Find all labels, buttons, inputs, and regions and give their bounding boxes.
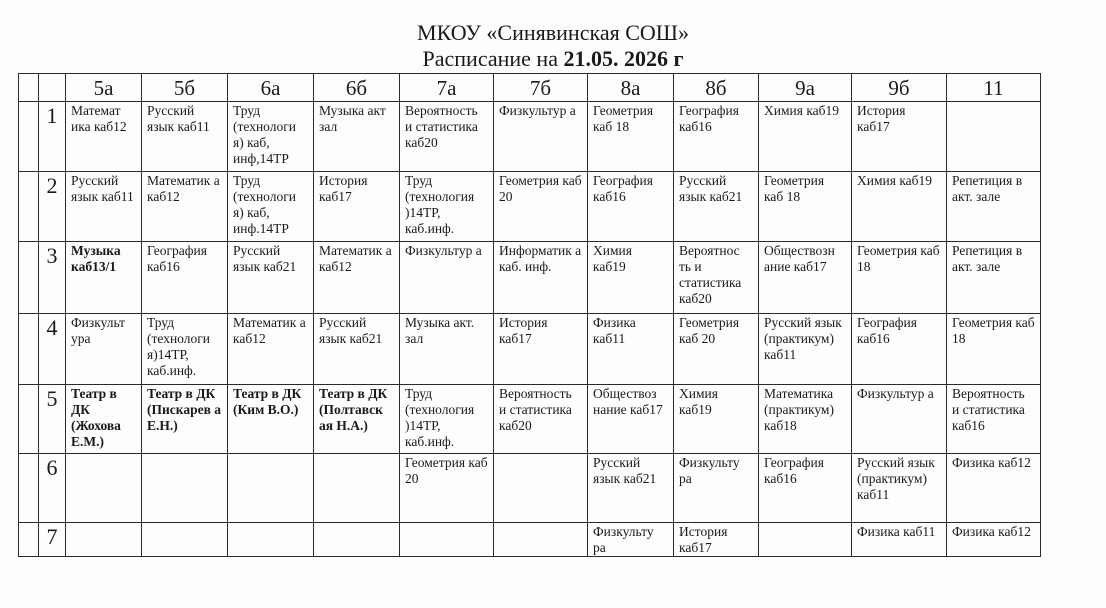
lesson-cell: Труд (технология )14ТР, каб.инф. bbox=[400, 172, 494, 242]
lesson-cell: Математика (практикум) каб18 bbox=[759, 385, 852, 454]
lesson-cell bbox=[142, 454, 228, 523]
lesson-cell: Русский язык каб21 bbox=[314, 314, 400, 385]
lesson-cell: Вероятность и статистика каб20 bbox=[400, 102, 494, 172]
class-header: 9б bbox=[852, 74, 947, 102]
lesson-cell: Вероятнос ть и статистика каб20 bbox=[674, 242, 759, 314]
class-header: 5б bbox=[142, 74, 228, 102]
lesson-cell: Русский язык каб21 bbox=[588, 454, 674, 523]
lesson-row bbox=[19, 314, 1041, 385]
blank-cell bbox=[19, 314, 39, 385]
corner-cell-b bbox=[39, 74, 66, 102]
lesson-cell: Труд (технологи я)14ТР, каб.инф. bbox=[142, 314, 228, 385]
lesson-cell: История каб17 bbox=[314, 172, 400, 242]
lesson-cell: Физкульт ура bbox=[66, 314, 142, 385]
lesson-cell bbox=[142, 523, 228, 557]
lesson-cell: Геометрия каб 18 bbox=[588, 102, 674, 172]
lesson-row bbox=[19, 454, 1041, 523]
lesson-cell: География каб16 bbox=[588, 172, 674, 242]
lesson-cell: Физкультур а bbox=[400, 242, 494, 314]
blank-cell bbox=[19, 172, 39, 242]
class-header: 8б bbox=[674, 74, 759, 102]
lesson-cell: Математик а каб12 bbox=[314, 242, 400, 314]
lesson-cell bbox=[400, 523, 494, 557]
class-header: 7а bbox=[400, 74, 494, 102]
lesson-cell: Математ ика каб12 bbox=[66, 102, 142, 172]
lesson-number: 2 bbox=[39, 172, 66, 242]
lesson-cell: География каб16 bbox=[142, 242, 228, 314]
lesson-cell: Русский язык каб21 bbox=[228, 242, 314, 314]
lesson-cell: Русский язык каб11 bbox=[142, 102, 228, 172]
lesson-cell: Музыка каб13/1 bbox=[66, 242, 142, 314]
lesson-cell: Геометрия каб 18 bbox=[947, 314, 1041, 385]
lesson-cell: Театр в ДК (Жохова Е.М.) bbox=[66, 385, 142, 454]
lesson-cell: Информатик а каб. инф. bbox=[494, 242, 588, 314]
lesson-number: 1 bbox=[39, 102, 66, 172]
blank-cell bbox=[19, 242, 39, 314]
lesson-cell: Русский язык (практикум) каб11 bbox=[852, 454, 947, 523]
lesson-cell bbox=[494, 523, 588, 557]
lesson-number: 7 bbox=[39, 523, 66, 557]
lesson-cell: Труд (технологи я) каб, инф,14ТР bbox=[228, 102, 314, 172]
lesson-cell bbox=[228, 454, 314, 523]
lesson-cell: Репетиция в акт. зале bbox=[947, 242, 1041, 314]
lesson-cell: Труд (технологи я) каб, инф.14ТР bbox=[228, 172, 314, 242]
lesson-cell: Русский язык каб11 bbox=[66, 172, 142, 242]
lesson-cell: Химия каб19 bbox=[588, 242, 674, 314]
lesson-cell bbox=[66, 523, 142, 557]
schedule-table bbox=[18, 73, 1041, 557]
class-header: 7б bbox=[494, 74, 588, 102]
class-header: 11 bbox=[947, 74, 1041, 102]
lesson-cell bbox=[494, 454, 588, 523]
lesson-cell bbox=[228, 523, 314, 557]
lesson-cell: Химия каб19 bbox=[674, 385, 759, 454]
lesson-cell bbox=[314, 454, 400, 523]
lesson-cell: Геометрия каб 20 bbox=[400, 454, 494, 523]
header-row bbox=[19, 74, 1041, 102]
lesson-cell: Физика каб12 bbox=[947, 523, 1041, 557]
lesson-cell: Репетиция в акт. зале bbox=[947, 172, 1041, 242]
blank-cell bbox=[19, 454, 39, 523]
school-name: МКОУ «Синявинская СОШ» bbox=[417, 20, 689, 45]
lesson-cell: Музыка акт. зал bbox=[400, 314, 494, 385]
lesson-cell bbox=[314, 523, 400, 557]
lesson-cell bbox=[947, 102, 1041, 172]
lesson-cell: Русский язык (практикум) каб11 bbox=[759, 314, 852, 385]
lesson-number: 3 bbox=[39, 242, 66, 314]
blank-cell bbox=[19, 102, 39, 172]
lesson-number: 4 bbox=[39, 314, 66, 385]
lesson-cell: История каб17 bbox=[494, 314, 588, 385]
lesson-cell: Театр в ДК (Пискарев а Е.Н.) bbox=[142, 385, 228, 454]
lesson-row bbox=[19, 242, 1041, 314]
lesson-cell: Математик а каб12 bbox=[228, 314, 314, 385]
lesson-cell: Вероятность и статистика каб20 bbox=[494, 385, 588, 454]
lesson-cell: Физика каб11 bbox=[588, 314, 674, 385]
lesson-cell: Обществоз нание каб17 bbox=[588, 385, 674, 454]
lesson-cell: Труд (технология )14ТР, каб.инф. bbox=[400, 385, 494, 454]
lesson-cell: История каб17 bbox=[674, 523, 759, 557]
lesson-cell: Химия каб19 bbox=[759, 102, 852, 172]
lesson-number: 5 bbox=[39, 385, 66, 454]
lesson-row bbox=[19, 172, 1041, 242]
lesson-cell: Геометрия каб 20 bbox=[674, 314, 759, 385]
lesson-cell: Физкультур а bbox=[494, 102, 588, 172]
lesson-cell: Геометрия каб 20 bbox=[494, 172, 588, 242]
lesson-cell: Физкульту ра bbox=[674, 454, 759, 523]
lesson-cell bbox=[759, 523, 852, 557]
lesson-cell: Физкультур а bbox=[852, 385, 947, 454]
class-header: 6а bbox=[228, 74, 314, 102]
lesson-cell: Геометрия каб 18 bbox=[852, 242, 947, 314]
lesson-cell: Химия каб19 bbox=[852, 172, 947, 242]
blank-cell bbox=[19, 385, 39, 454]
schedule-title bbox=[0, 46, 1106, 72]
blank-cell bbox=[19, 523, 39, 557]
lesson-cell: География каб16 bbox=[674, 102, 759, 172]
lesson-cell bbox=[66, 454, 142, 523]
schedule-prefix: Расписание на bbox=[422, 46, 564, 71]
lesson-cell: Геометрия каб 18 bbox=[759, 172, 852, 242]
lesson-cell: Музыка акт зал bbox=[314, 102, 400, 172]
lesson-row bbox=[19, 102, 1041, 172]
lesson-cell: Физика каб11 bbox=[852, 523, 947, 557]
lesson-cell: Театр в ДК (Полтавск ая Н.А.) bbox=[314, 385, 400, 454]
lesson-number: 6 bbox=[39, 454, 66, 523]
lesson-row bbox=[19, 523, 1041, 557]
schedule-date: 21.05. 2026 г bbox=[563, 46, 684, 71]
class-header: 6б bbox=[314, 74, 400, 102]
lesson-cell: Физика каб12 bbox=[947, 454, 1041, 523]
lesson-cell: История каб17 bbox=[852, 102, 947, 172]
lesson-cell: Вероятность и статистика каб16 bbox=[947, 385, 1041, 454]
lesson-cell: География каб16 bbox=[852, 314, 947, 385]
class-header: 8а bbox=[588, 74, 674, 102]
class-header: 9а bbox=[759, 74, 852, 102]
corner-cell-a bbox=[19, 74, 39, 102]
lesson-cell: Русский язык каб21 bbox=[674, 172, 759, 242]
lesson-cell: Театр в ДК (Ким В.О.) bbox=[228, 385, 314, 454]
lesson-cell: Физкульту ра bbox=[588, 523, 674, 557]
lesson-cell: Обществозн ание каб17 bbox=[759, 242, 852, 314]
class-header: 5а bbox=[66, 74, 142, 102]
lesson-cell: Математик а каб12 bbox=[142, 172, 228, 242]
lesson-cell: География каб16 bbox=[759, 454, 852, 523]
lesson-row bbox=[19, 385, 1041, 454]
